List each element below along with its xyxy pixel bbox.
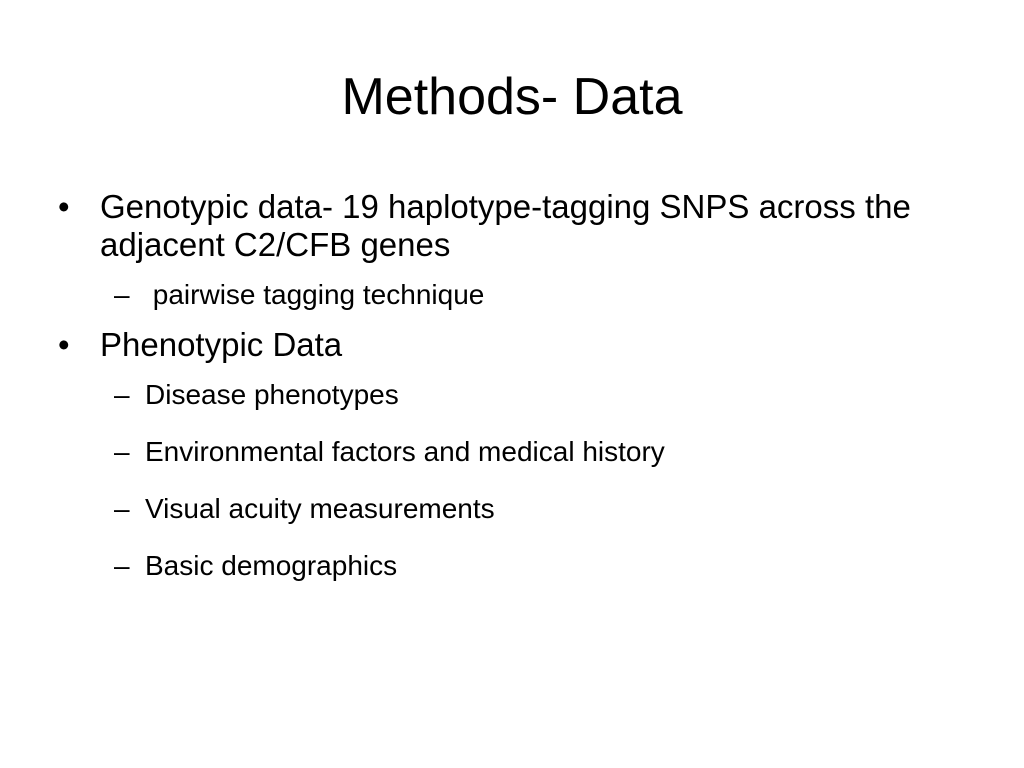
bullet-icon: •: [58, 326, 70, 363]
slide-body: [56, 188, 956, 606]
dash-icon: –: [114, 279, 130, 310]
bullet-text: Phenotypic Data: [100, 326, 343, 363]
subitem-text: Basic demographics: [145, 550, 398, 581]
subitem-text: Disease phenotypes: [145, 379, 399, 410]
bullet-text: Genotypic data- 19 haplotype-tagging SNPS across the adjacent C2/CFB genes: [100, 188, 911, 263]
subitem-disease-phenotypes: [56, 378, 956, 412]
dash-icon: –: [114, 379, 130, 410]
subitem-text: pairwise tagging technique: [145, 279, 485, 310]
dash-icon: –: [114, 550, 130, 581]
subitem-visual-acuity: [56, 492, 956, 526]
subitem-environmental-factors: [56, 435, 956, 469]
bullet-genotypic-data: [56, 188, 956, 264]
subitem-text: Environmental factors and medical history: [145, 436, 665, 467]
bullet-phenotypic-data: [56, 326, 956, 364]
subitem-pairwise-tagging: [56, 278, 956, 312]
bullet-icon: •: [58, 188, 70, 225]
dash-icon: –: [114, 493, 130, 524]
slide-title: Methods- Data: [341, 68, 683, 126]
dash-icon: –: [114, 436, 130, 467]
subitem-text: Visual acuity measurements: [145, 493, 495, 524]
subitem-basic-demographics: [56, 549, 956, 583]
